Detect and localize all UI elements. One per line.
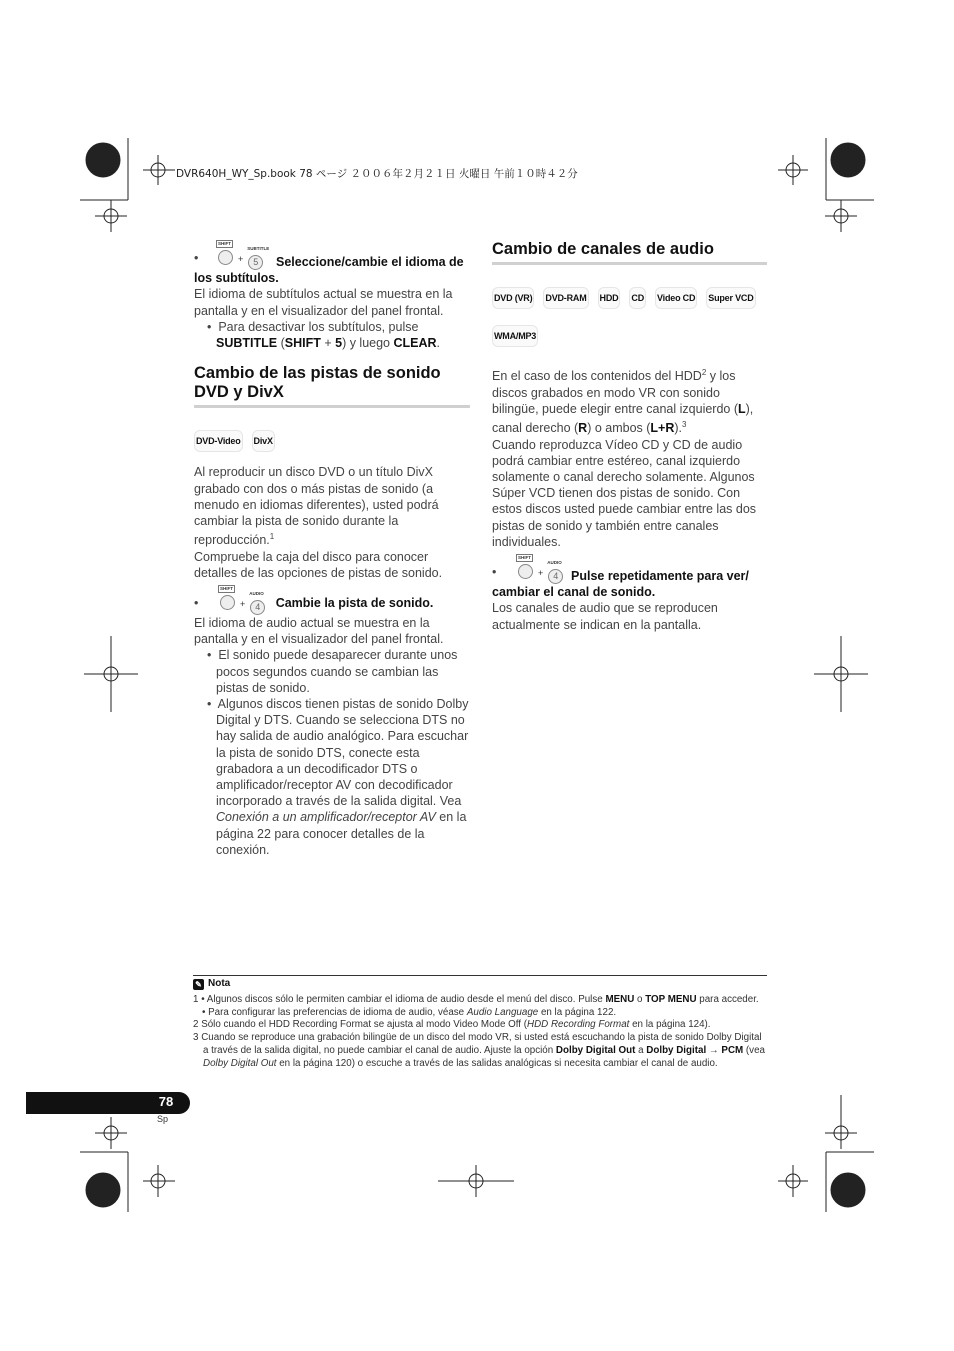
section-title-audio-tracks: Cambio de las pistas de sonido DVD y DivX xyxy=(194,364,470,408)
disc-badges-right xyxy=(492,287,767,309)
footnotes xyxy=(193,975,767,1071)
audio-track-text: El idioma de audio actual se muestra en la pantalla y en el visualizador del panel frontal. xyxy=(194,616,444,647)
note-1a: 1 • Algunos discos sólo le permiten cambiar el idioma de audio desde el menú del disco. Pulse MENU o TOP MENU para acceder. xyxy=(193,993,759,1005)
audio-track-heading: Cambie la pista de sonido. xyxy=(275,596,434,610)
shift-button-icon: SHIFT xyxy=(220,595,235,610)
audio-channel-text: Los canales de audio que se reproducen actualmente se indican en la pantalla. xyxy=(492,601,718,632)
audio-channels-para2: Cuando reproduzca Vídeo CD y CD de audio podrá cambiar entre estéreo, canal izquierdo solamente o canal derecho solamente. Algunos Súper VCD tienen dos pistas de sonido. Con estos discos usted puede cambiar entre las dos pistas de sonido y también entre canales individuales. xyxy=(492,437,757,549)
disc-badge: DivX xyxy=(252,430,275,452)
print-header: DVR640H_WY_Sp.book 78 ページ ２００６年２月２１日 火曜日 午前１０時４２分 xyxy=(176,168,578,180)
audio-channel-bullet: • SHIFT + AUDIO 4 xyxy=(492,564,767,584)
subtitle-button-icon: SUBTITLE 5 xyxy=(248,255,263,270)
disc-badge: DVD-RAM xyxy=(543,287,588,309)
disc-badge: CD xyxy=(629,287,646,309)
audio-button-icon: AUDIO 4 xyxy=(250,600,265,615)
note-icon: ✎ xyxy=(193,979,204,990)
subtitle-heading: Seleccione/cambie el idioma de los subtítulos. xyxy=(194,255,464,286)
audio-button-icon: AUDIO 4 xyxy=(548,569,563,584)
audio-track-subbullet-2: • Algunos discos tienen pistas de sonido Dolby Digital y DTS. Cuando se selecciona DTS no hay salida de audio analógico. Para escuchar la pista de sonido DTS, conecte esta grabadora a un decodificador DTS o amplificador/receptor AV con decodificador incorporado a través de la salida digital. Vea Conexión a un amplificador/receptor AV en la página 22 para conocer detalles de la conexión. xyxy=(207,697,469,857)
disc-badges-left xyxy=(194,430,470,452)
audio-track-subbullet-1: • El sonido puede desaparecer durante unos pocos segundos cuando se cambian las pistas de sonido. xyxy=(207,648,458,695)
page-language: Sp xyxy=(157,1114,169,1124)
disc-badge: Video CD xyxy=(655,287,697,309)
audio-tracks-para1: Al reproducir un disco DVD o un título DivX grabado con dos o más pistas de sonido (a menudo en idiomas diferentes), usted podrá cambiar la pista de sonido durante la reproducción.$^1$ xyxy=(194,465,439,548)
section-title-audio-channels: Cambio de canales de audio xyxy=(492,240,767,265)
note-3: 3 Cuando se reproduce una grabación bilingüe de un disco del modo VR, si usted está escuchando la pista de sonido Dolby Digital a través de la salida digital, no puede cambiar el canal de audio. Ajuste la opción Dolby Digital Out a Dolby Digital → PCM (vea Dolby Digital Out en la página 120) o escuche a través de las salidas analógicas si necesita cambiar el canal de audio. xyxy=(193,1032,765,1069)
note-2: 2 Sólo cuando el HDD Recording Format se ajusta al modo Video Mode Off (HDD Recording Format en la página 124). xyxy=(193,1019,711,1031)
disc-badges-right-2 xyxy=(492,325,767,347)
disc-badge: WMA/MP3 xyxy=(492,325,538,347)
disc-badge: DVD (VR) xyxy=(492,287,534,309)
disc-badge: HDD xyxy=(598,287,621,309)
left-column xyxy=(194,241,470,858)
page-number: 78 xyxy=(158,1094,174,1109)
subtitle-text: El idioma de subtítulos actual se muestra en la pantalla y en el visualizador del panel frontal. xyxy=(194,287,453,318)
note-1b: • Para configurar las preferencias de idioma de audio, véase Audio Language en la página 122. xyxy=(202,1006,617,1018)
disc-badge: Super VCD xyxy=(706,287,755,309)
shift-button-icon: SHIFT xyxy=(518,564,533,579)
subtitle-bullet: • SHIFT + SUBTITLE 5 xyxy=(194,250,470,270)
shift-button-icon: SHIFT xyxy=(218,250,233,265)
audio-channels-para1: En el caso de los contenidos del HDD$^2$ y los discos grabados en modo VR con sonido bilingüe, puede elegir entre canal izquierdo (L), canal derecho (R) o ambos (L+R).$^3$ xyxy=(492,368,754,436)
note-title: Nota xyxy=(208,978,231,989)
audio-tracks-para2: Compruebe la caja del disco para conocer detalles de las opciones de pistas de sonido. xyxy=(194,549,443,580)
subtitle-subbullet: • Para desactivar los subtítulos, pulse SUBTITLE (SHIFT + 5) y luego CLEAR. xyxy=(207,319,441,351)
audio-channel-heading: Pulse repetidamente para ver/ cambiar el canal de sonido. xyxy=(492,568,749,600)
disc-badge: DVD-Video xyxy=(194,430,243,452)
audio-track-bullet: • SHIFT + AUDIO 4 Cambie la pista de sonido. xyxy=(194,595,470,615)
right-column xyxy=(492,240,767,633)
